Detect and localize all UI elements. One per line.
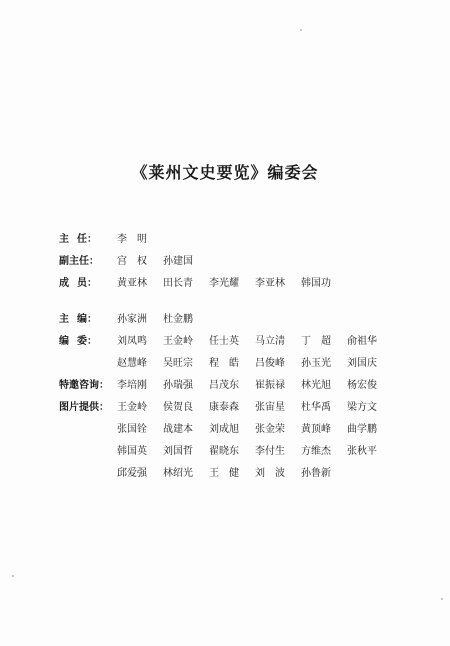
- member-name: 张金荣: [255, 424, 285, 435]
- name-list: [117, 442, 393, 457]
- role-label: 主 任：: [59, 234, 97, 245]
- name-list: [117, 354, 393, 369]
- role-label: 成 员：: [59, 278, 97, 289]
- role-label: 副主任：: [59, 256, 99, 267]
- member-name: 李 明: [117, 234, 147, 245]
- member-name: 刘 波: [255, 468, 285, 479]
- member-name: 丁 超: [301, 336, 331, 347]
- row-special-advisors: [59, 376, 393, 398]
- member-name: 王 健: [209, 468, 239, 479]
- role-label: 主 编：: [59, 314, 97, 325]
- name-list: [117, 464, 347, 479]
- member-name: 孙玉光: [301, 358, 331, 369]
- member-name: 孙家洲: [117, 314, 147, 325]
- member-name: 韩国功: [301, 278, 331, 289]
- member-name: 王金岭: [163, 336, 193, 347]
- member-name: 刘国哲: [163, 446, 193, 457]
- scan-speck: [300, 29, 302, 31]
- member-name: 李亚林: [255, 278, 285, 289]
- member-name: 吕俊峰: [255, 358, 285, 369]
- name-list: [117, 420, 393, 435]
- member-name: 李培刚: [117, 380, 147, 391]
- member-name: 曲学鹏: [347, 424, 377, 435]
- member-name: 邱爱强: [117, 468, 147, 479]
- role-label: 编 委：: [59, 336, 97, 347]
- member-name: 康泰森: [209, 402, 239, 413]
- member-name: 杜华禹: [301, 402, 331, 413]
- name-list: [117, 332, 393, 347]
- member-name: 杨宏俊: [347, 380, 377, 391]
- row-editorial-board-cont: [59, 354, 393, 376]
- member-name: 杜金鹏: [163, 314, 193, 325]
- member-name: 韩国英: [117, 446, 147, 457]
- member-name: 黄顶峰: [301, 424, 331, 435]
- name-list: [117, 398, 393, 413]
- row-photo-credits-cont: [59, 442, 393, 464]
- member-name: 孙鲁新: [301, 468, 331, 479]
- member-name: 刘凤鸣: [117, 336, 147, 347]
- member-name: 李光耀: [209, 278, 239, 289]
- member-name: 田长青: [163, 278, 193, 289]
- role-label: 图片提供：: [59, 402, 109, 413]
- row-photo-credits-cont: [59, 420, 393, 442]
- member-name: 崔振禄: [255, 380, 285, 391]
- member-name: 李付生: [255, 446, 285, 457]
- name-list: [117, 310, 209, 325]
- committee-roster: [59, 230, 393, 486]
- member-name: 侯贺良: [163, 402, 193, 413]
- member-name: 战建本: [163, 424, 193, 435]
- member-name: 刘成旭: [209, 424, 239, 435]
- page-title: 《莱州文史要览》编委会: [131, 163, 319, 182]
- member-name: 赵慧峰: [117, 358, 147, 369]
- member-name: 吕茂东: [209, 380, 239, 391]
- member-name: 张国铨: [117, 424, 147, 435]
- row-members: [59, 274, 393, 296]
- member-name: 俞祖华: [347, 336, 377, 347]
- member-name: 马立清: [255, 336, 285, 347]
- name-list: [117, 252, 209, 267]
- member-name: 孙建国: [163, 256, 193, 267]
- member-name: 刘国庆: [347, 358, 377, 369]
- scan-speck: [12, 575, 14, 577]
- row-photo-credits-cont: [59, 464, 393, 486]
- scan-speck: [441, 598, 443, 600]
- row-chief-editor: [59, 310, 393, 332]
- name-list: [117, 274, 347, 289]
- role-label: 特邀咨询：: [59, 380, 109, 391]
- member-name: 张宙星: [255, 402, 285, 413]
- row-editorial-board: [59, 332, 393, 354]
- member-name: 程 皓: [209, 358, 239, 369]
- member-name: 翟晓东: [209, 446, 239, 457]
- name-list: [117, 376, 393, 391]
- member-name: 宫 权: [117, 256, 147, 267]
- member-name: 孙瑞强: [163, 380, 193, 391]
- row-director: [59, 230, 393, 252]
- member-name: 任士英: [209, 336, 239, 347]
- member-name: 黄亚林: [117, 278, 147, 289]
- row-deputy-director: [59, 252, 393, 274]
- member-name: 王金岭: [117, 402, 147, 413]
- member-name: 梁方文: [347, 402, 377, 413]
- name-list: [117, 230, 163, 245]
- row-photo-credits: [59, 398, 393, 420]
- member-name: 张秋平: [347, 446, 377, 457]
- member-name: 林绍光: [163, 468, 193, 479]
- member-name: 吴旺宗: [163, 358, 193, 369]
- member-name: 林光旭: [301, 380, 331, 391]
- member-name: 方维杰: [301, 446, 331, 457]
